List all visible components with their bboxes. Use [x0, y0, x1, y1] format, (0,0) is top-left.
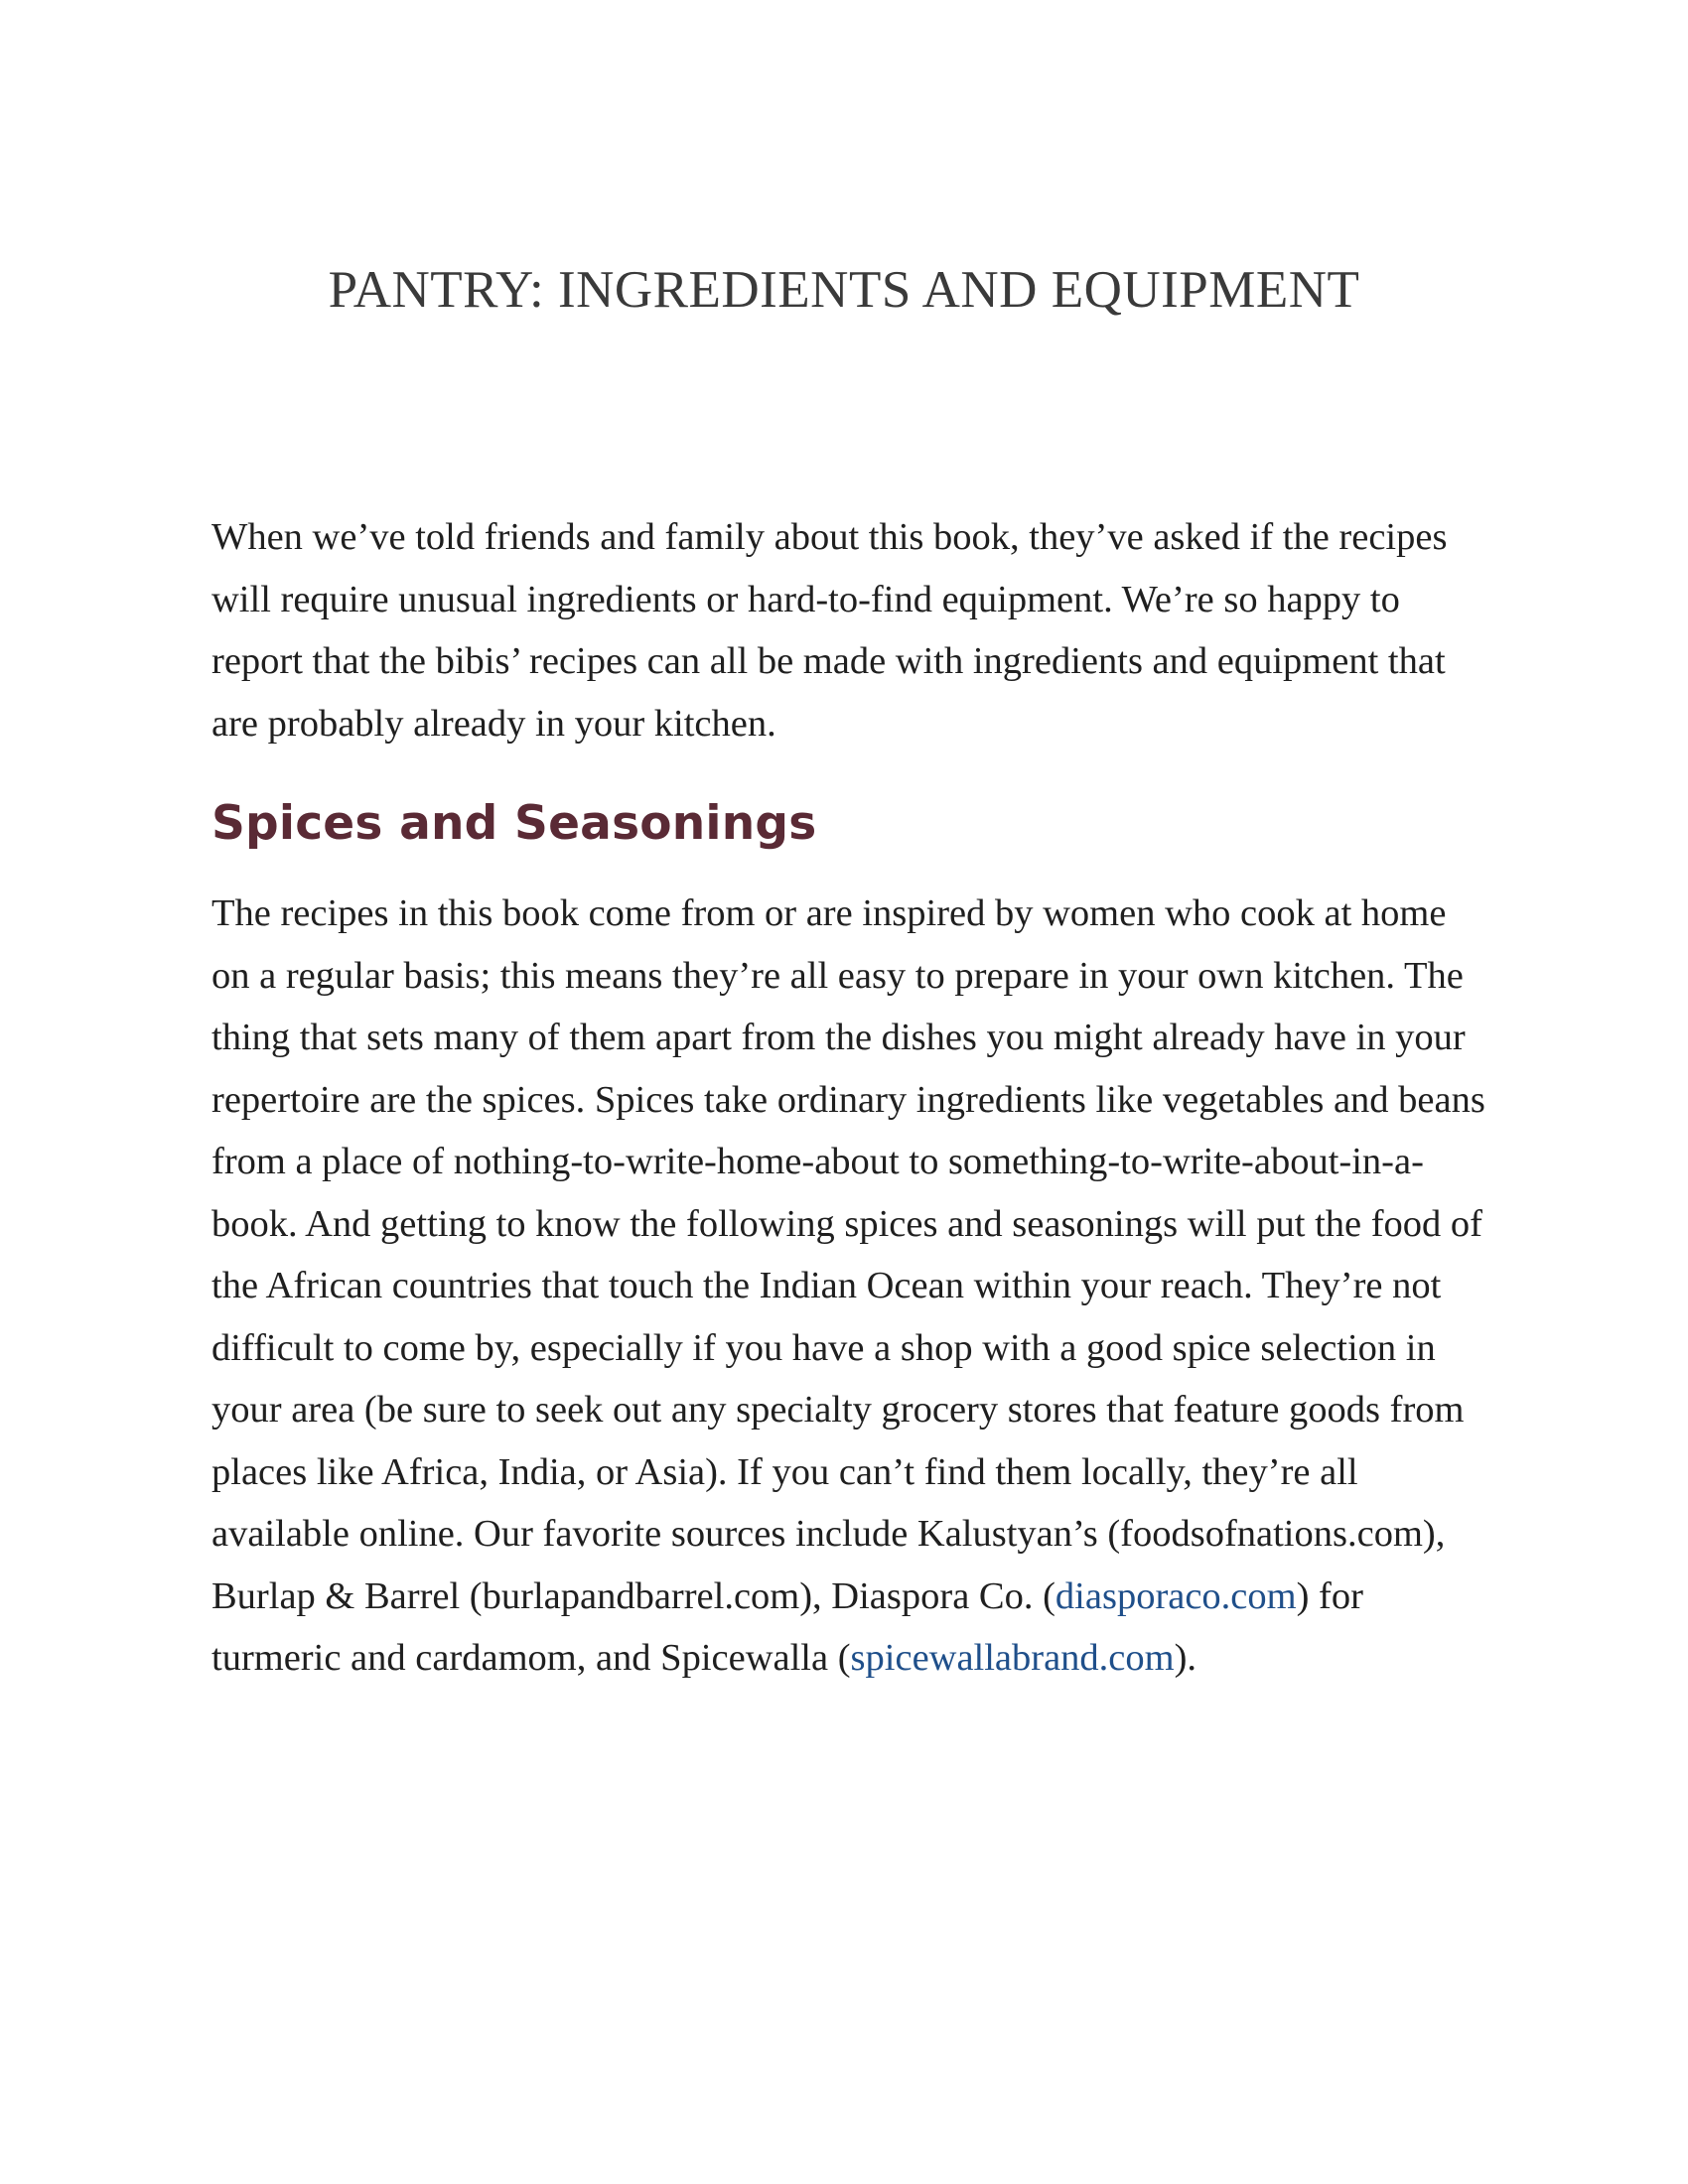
section-paragraph-text: The recipes in this book come from or are inspired by women who cook at home on a regular basis; this means they’re all easy to prepare in your own kitchen. The thing that sets many of them apart from the dishes you might already have in your repertoire are the spices. Spices take ordinary ingredients like vegetables and beans from a place of nothing-to-write-home-about to something-to-write-about-in-a-book. And getting to know the following spices and seasonings will put the food of the African countries that touch the Indian Ocean within your reach. They’re not difficult to come by, especially if you have a shop with a good spice selection in your area (be sure to seek out any specialty grocery stores that feature goods from places like Africa, India, or Asia). If you can’t find them locally, they’re all available online. Our favorite sources include Kalustyan’s (foodsofnations.com), Burlap & Barrel (burlapandbarrel.com), Diaspora Co. ( — [211, 892, 1485, 1617]
section-paragraph-text-end: ). — [1174, 1637, 1197, 1679]
section-heading-wrap — [211, 796, 1492, 851]
section-paragraph — [211, 883, 1492, 1690]
chapter-title: PANTRY: INGREDIENTS AND EQUIPMENT — [328, 261, 1360, 319]
spicewalla-link[interactable]: spicewallabrand.com — [850, 1637, 1175, 1679]
section-heading: Spices and Seasonings — [211, 796, 817, 851]
diasporaco-link[interactable]: diasporaco.com — [1055, 1574, 1297, 1617]
page-content — [211, 506, 1492, 1690]
section-paragraph-text-mid: ) for turmeric and cardamom, and Spicewalla ( — [211, 1574, 1363, 1679]
intro-paragraph: When we’ve told friends and family about this book, they’ve asked if the recipes will require unusual ingredients or hard-to-find equipment. We’re so happy to report that the bibis’ recipes can all be made with ingredients and equipment that are probably already in your kitchen. — [211, 516, 1448, 745]
